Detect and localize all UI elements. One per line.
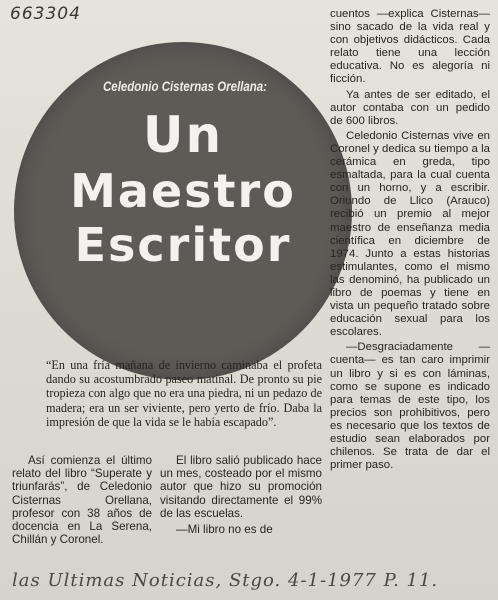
column-1-paragraph: Así comienza el último relato del libro “Superate y triunfarás”, de Celedonio Cisternas Orellana, profesor con 38 años de docencia en La Serena, Chillán y Coronel. xyxy=(12,454,152,547)
byline: Celedonio Cisternas Orellana: xyxy=(103,78,267,94)
headline xyxy=(40,106,326,272)
lead-paragraph: “En una fría mañana de invierno caminaba el profeta dando su acostumbrado paseo matinal. De pronto su pie tropieza con algo que no era una piedra, ni un pedazo de madera; era un ser viviente, pero yerto de frío. Daba la impresión de que la vida se le había escapado”. xyxy=(46,358,322,429)
column-3-paragraph: —Desgraciadamente —cuenta— es tan caro imprimir un libro y si es con láminas, como se supone es indicado para temas de este tipo, los precios son prohibitivos, pero es necesario que los textos de estudio sean elaborados por chilenos. Se trata de dar el primer paso. xyxy=(330,341,490,472)
column-3 xyxy=(330,8,490,474)
column-3-paragraph: cuentos —explica Cisternas— sino sacado de la vida real y con objetivos didácticos. Cada relato tiene una lección educativa. No es alegoría ni ficción. xyxy=(330,8,490,86)
archive-number: 663304 xyxy=(10,4,81,24)
column-1 xyxy=(12,454,152,549)
column-2-paragraph: —Mi libro no es de xyxy=(176,523,273,537)
headline-line-2: Maestro xyxy=(70,164,296,218)
column-2-paragraph: El libro salió publicado hace un mes, costeado por el mismo autor que hizo su promoción visitando directamente el 99% de las escuelas. xyxy=(160,454,322,520)
headline-line-1: Un xyxy=(142,106,224,164)
column-3-paragraph: Ya antes de ser editado, el autor contaba con un pedido de 600 libros. xyxy=(330,88,490,127)
column-3-paragraph: Celedonio Cisternas vive en Coronel y dedica su tiempo a la cerámica en greda, tipo esmaltada, para la cual cuenta con un horno, y a escribir. Oriundo de Llico (Arauco) recibió un premio al mejor maestro de enseñanza media científica en diciembre de 1974. Junto a estas historias estimulantes, como el mismo las denominó, ha publicado un libro de poemas y tiene en vista un pequeño tratado sobre educación sexual para los escolares. xyxy=(330,129,490,339)
column-2 xyxy=(160,454,322,539)
headline-line-3: Escritor xyxy=(74,218,292,272)
handwritten-source-note: las Ultimas Noticias, Stgo. 4-1-1977 P. 11. xyxy=(12,570,439,591)
